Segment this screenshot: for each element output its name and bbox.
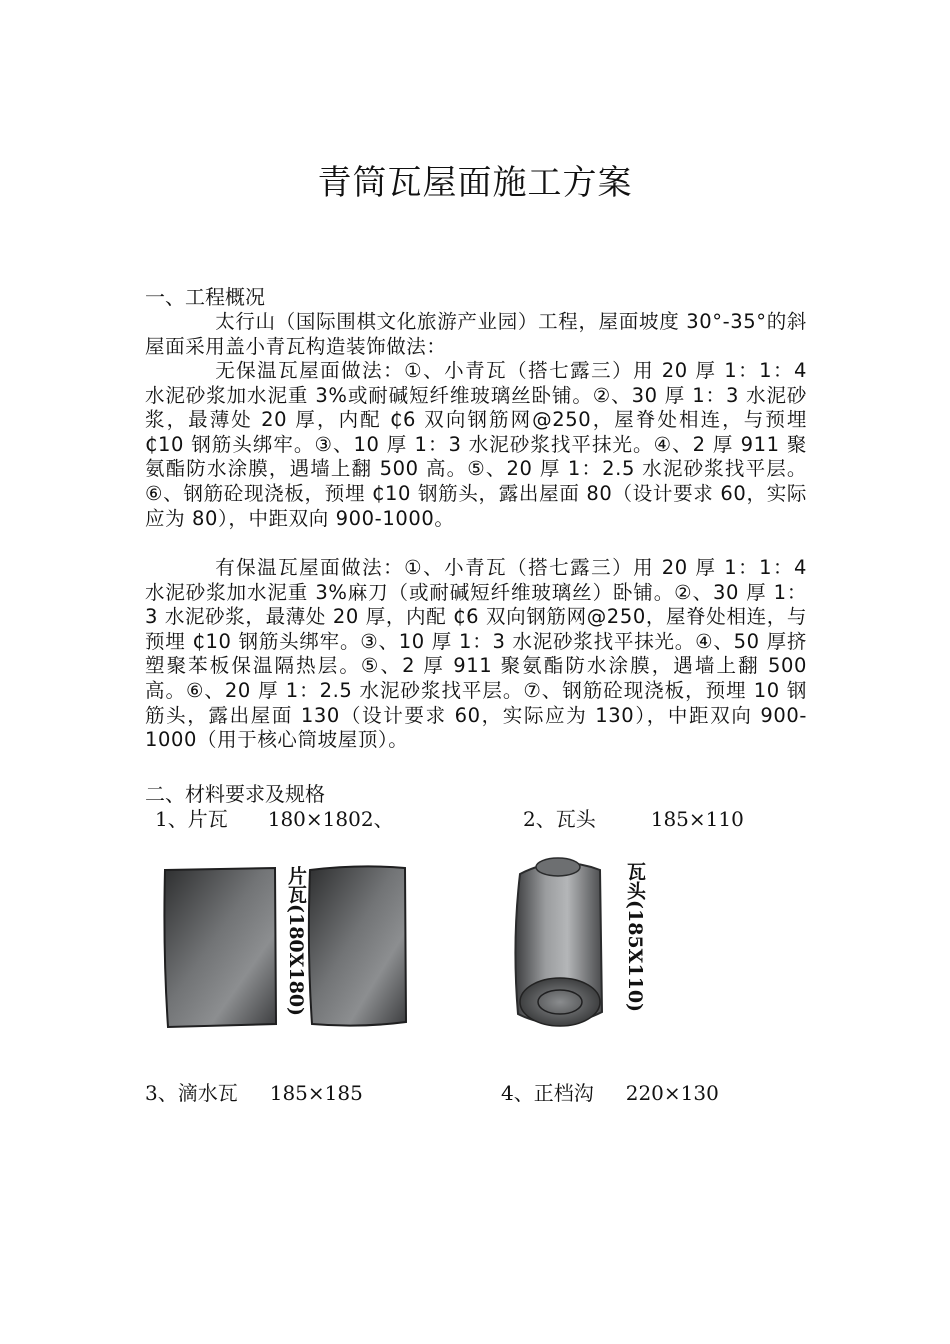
- material-dimensions: 220×130: [625, 1081, 719, 1105]
- material-label: 3、滴水瓦: [145, 1081, 238, 1105]
- flat-tile-photo-label: 片瓦(180X180): [285, 866, 307, 1017]
- material-label: 1、片瓦: [155, 807, 228, 831]
- material-item-gutter-tile: [501, 1081, 719, 1105]
- overview-paragraph: 太行山（国际围棋文化旅游产业园）工程，屋面坡度 30°-35°的斜屋面采用盖小青瓦构造装饰做法：: [145, 310, 807, 358]
- tile-head-photo-label: 瓦头(185X110): [624, 862, 646, 1013]
- tile-head-photo: [508, 852, 608, 1037]
- material-label: 2、瓦头: [523, 807, 596, 831]
- material-dimensions: 185×110: [650, 807, 744, 831]
- insulation-method-paragraph: 有保温瓦屋面做法：①、小青瓦（搭七露三）用 20 厚 1：1：4 水泥砂浆加水泥重 3%麻刀（或耐碱短纤维玻璃丝）卧铺。②、30 厚 1：3 水泥砂浆，最薄处 20 厚，内配 ₵6 双向钢筋网@250，屋脊处相连，与预埋 ₵10 钢筋头绑牢。③、10 厚 1：3 水泥砂浆找平抹光。④、50 厚挤塑聚苯板保温隔热层。⑤、2 厚 911 聚氨酯防水涂膜，遇墙上翻 500 高。⑥、20 厚 1：2.5 水泥砂浆找平层。⑦、钢筋砼现浇板，预埋 10 钢筋头，露出屋面 130（设计要求 60，实际应为 130），中距双向 900-1000（用于核心筒坡屋顶）。: [145, 556, 807, 752]
- material-item-flat-tile: [155, 807, 394, 831]
- section-heading-overview: 一、工程概况: [145, 285, 265, 309]
- material-item-drip-tile: [145, 1081, 363, 1105]
- material-dimensions: 185×185: [269, 1081, 363, 1105]
- material-dimensions: 180×1802、: [267, 807, 394, 831]
- material-label: 4、正档沟: [501, 1081, 594, 1105]
- section-heading-materials: 二、材料要求及规格: [145, 782, 325, 806]
- material-item-tile-head: [523, 807, 744, 831]
- no-insulation-method-paragraph: 无保温瓦屋面做法：①、小青瓦（搭七露三）用 20 厚 1：1：4 水泥砂浆加水泥重 3%或耐碱短纤维玻璃丝卧铺。②、30 厚 1：3 水泥砂浆，最薄处 20 厚，内配 ₵6 双向钢筋网@250，屋脊处相连，与预埋 ₵10 钢筋头绑牢。③、10 厚 1：3 水泥砂浆找平抹光。④、2 厚 911 聚氨酯防水涂膜，遇墙上翻 500 高。⑤、20 厚 1：2.5 水泥砂浆找平层。⑥、钢筋砼现浇板，预埋 ₵10 钢筋头，露出屋面 80（设计要求 60，实际应为 80），中距双向 900-1000。: [145, 359, 807, 530]
- page-title: 青筒瓦屋面施工方案: [317, 163, 633, 203]
